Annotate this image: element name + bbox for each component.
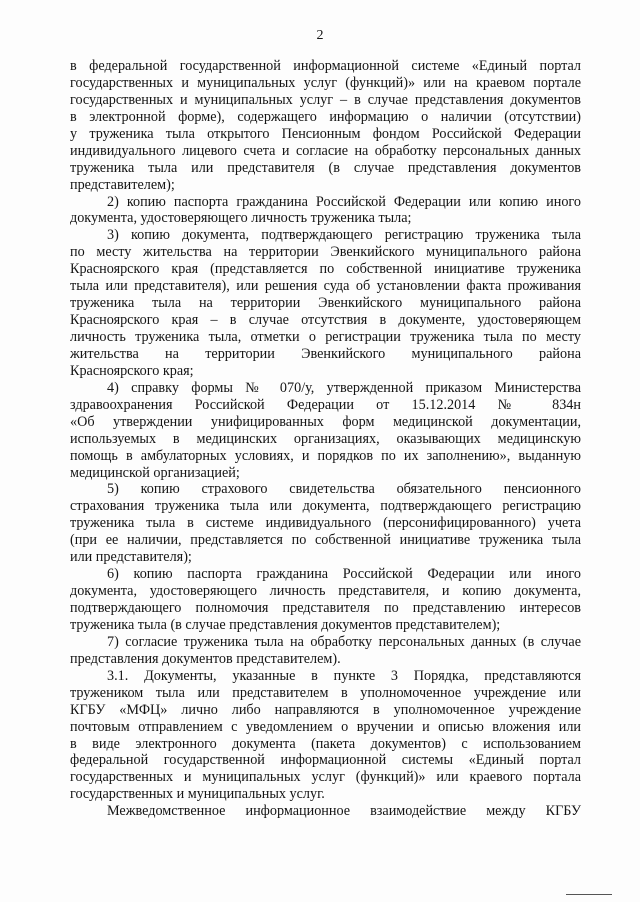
text-line: государственных и муниципальных услуг – в случае представления документов	[70, 91, 581, 108]
page-number: 2	[316, 28, 324, 43]
text-line: жительства на территории Эвенкийского муниципального района	[70, 345, 581, 362]
text-line: 6) копию паспорта гражданина Российской Федерации или иного	[107, 566, 581, 583]
text-line: 3.1. Документы, указанные в пункте 3 Порядка, представляются	[107, 667, 581, 684]
text-line: по месту жительства на территории Эвенкийского муниципального района	[70, 244, 581, 261]
text-line: 4) справку формы № 070/у, утвержденной приказом Министерства	[107, 379, 581, 396]
text-line: труженика тыла на территории Эвенкийского муниципального района	[70, 295, 581, 312]
text-line: в федеральной государственной информационной системе «Единый портал	[70, 58, 581, 74]
text-line: труженика тыла (в случае представления документов представителем);	[70, 616, 501, 633]
text-line: представления документов представителем).	[70, 650, 341, 667]
text-line: документа, удостоверяющего личность представителя, и копию документа,	[70, 583, 581, 600]
text-line: документа, удостоверяющего личность труженика тыла;	[70, 210, 412, 227]
text-line: помощь в амбулаторных условиях, и порядков по их заполнению», выданную	[70, 447, 581, 464]
text-line: государственных и муниципальных услуг (функций)» или краевого портала	[70, 769, 581, 786]
text-line: представителем);	[70, 176, 175, 193]
text-line: у труженика тыла открытого Пенсионным фондом Российской Федерации	[70, 125, 581, 142]
text-line: личность труженика тыла, отметки о регистрации труженика тыла по месту	[70, 329, 581, 345]
text-line: подтверждающего полномочия представителя по представлению интересов	[70, 600, 581, 616]
text-line: используемых в медицинских организациях, оказывающих медицинскую	[70, 430, 581, 447]
text-line: индивидуального лицевого счета и согласие на обработку персональных данных	[70, 142, 581, 159]
text-line: в виде электронного документа (пакета документов) с использованием	[70, 735, 581, 752]
text-line: в электронной форме), содержащего информацию о наличии (отсутствии)	[70, 108, 581, 125]
text-line: Красноярского края (представляется по собственной инициативе труженика	[70, 261, 581, 278]
text-line: 5) копию страхового свидетельства обязательного пенсионного	[107, 481, 581, 498]
text-line: здравоохранения Российской Федерации от 15.12.2014 № 834н	[70, 396, 581, 413]
text-line: Красноярского края – в случае отсутствия в документе, удостоверяющем	[70, 312, 581, 329]
text-line: страхования труженика тыла или документа, подтверждающего регистрацию	[70, 498, 581, 515]
text-line: 7) согласие труженика тыла на обработку персональных данных (в случае	[107, 633, 581, 650]
text-line: государственных и муниципальных услуг.	[70, 786, 325, 803]
text-line: КГБУ «МФЦ» лично либо направляются в уполномоченное учреждение	[70, 701, 581, 718]
text-line: федеральной государственной информационной системы «Единый портал	[70, 752, 581, 769]
text-line: «Об утверждении унифицированных форм медицинской документации,	[70, 413, 581, 430]
document-body	[70, 58, 581, 820]
text-line: медицинской организацией;	[70, 464, 240, 481]
text-line: труженика тыла или представителя (в случае представления документов	[70, 159, 581, 176]
text-line: (при ее наличии, представляется по собственной инициативе труженика тыла	[70, 532, 581, 549]
text-line: или представителя);	[70, 549, 192, 566]
text-line: труженика тыла в системе индивидуального (персонифицированного) учета	[70, 515, 581, 532]
text-line: Красноярского края;	[70, 362, 194, 379]
text-line: почтовым отправлением с уведомлением о вручении и описью вложения или	[70, 718, 581, 735]
text-line: тыла или представителя), или решения суда об установлении факта проживания	[70, 278, 581, 295]
text-line: Межведомственное информационное взаимодействие между КГБУ	[107, 803, 581, 820]
text-line: 3) копию документа, подтверждающего регистрацию труженика тыла	[107, 227, 581, 244]
text-line: 2) копию паспорта гражданина Российской Федерации или копию иного	[107, 193, 581, 210]
page-edge-mark	[566, 894, 612, 895]
text-line: тружеником тыла или представителем в уполномоченное учреждение или	[70, 684, 581, 701]
text-line: государственных и муниципальных услуг (функций)» или на краевом портале	[70, 74, 581, 91]
